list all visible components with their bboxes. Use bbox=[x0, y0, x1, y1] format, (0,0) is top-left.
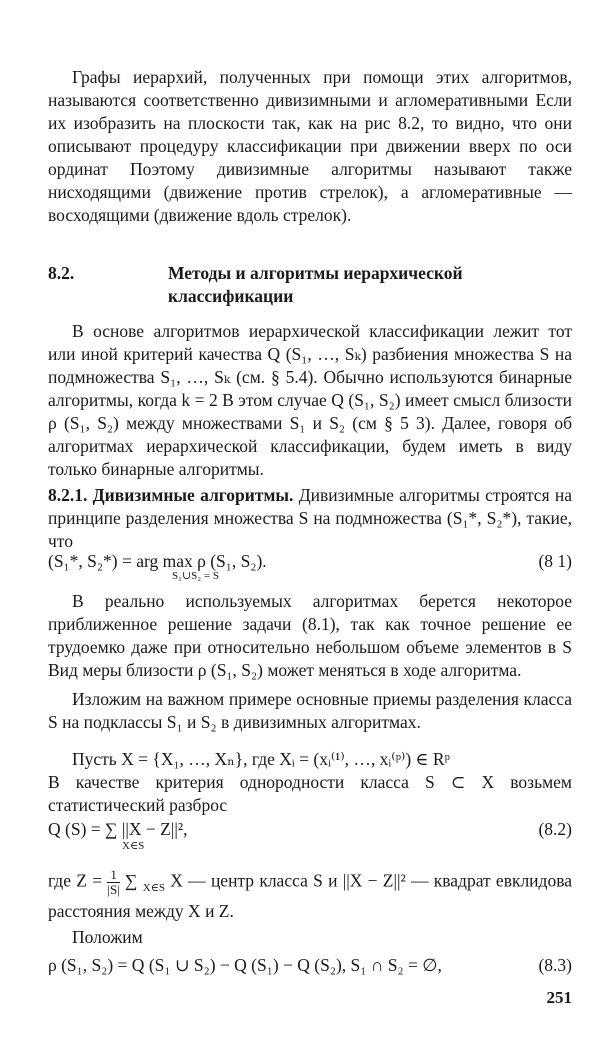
center-sum-subscript: X∈S bbox=[142, 882, 166, 895]
paragraph-divisive-text: Дивизимные алгоритмы строятся на принципе разделения множества S на подмножества (S₁*, S₂*), такие, что bbox=[48, 485, 572, 551]
paragraph-let-line: Пусть X = {X₁, …, Xₙ}, где Xᵢ = (xᵢ⁽¹⁾, …, xᵢ⁽ᵖ⁾) ∈ Rᵖ bbox=[72, 749, 450, 769]
equation-8-1-subscript: S₁∪S₂ = S bbox=[172, 570, 219, 582]
paragraph-center bbox=[48, 868, 572, 923]
center-pre: где Z = bbox=[48, 870, 103, 891]
equation-8-2 bbox=[48, 818, 572, 858]
fraction-denominator: |S| bbox=[107, 882, 120, 897]
equation-8-3-body: ρ (S₁, S₂) = Q (S₁ ∪ S₂) − Q (S₁) − Q (S₂), S₁ ∩ S₂ = ∅, bbox=[48, 955, 442, 975]
intro-paragraph: Графы иерархий, полученных при помощи этих алгоритмов, называются соответственно дивизимными и агломеративными Если их изобразить на плоскости так, как на рис 8.2, то видно, что они описывают процедуру классификации при движении вверх по оси ординат Поэтому дивизимные алгоритмы называют также нисходящими (движение против стрелок), а агломеративные — восходящими (движение вдоль стрелок). bbox=[48, 67, 572, 225]
subsection-heading: 8.2.1. Дивизимные алгоритмы. bbox=[48, 485, 294, 505]
equation-8-3-number: (8.3) bbox=[538, 955, 572, 975]
paragraph-put: Положим bbox=[72, 927, 143, 947]
paragraph-criteria: В основе алгоритмов иерархической классификации лежит тот или иной критерий качества Q (S₁, …, Sₖ) разбиения множества S на подмножества S₁, …, Sₖ (см. § 5.4). Обычно используются бинарные алгоритмы, когда k = 2 В этом случае Q (S₁, S₂) имеет смысл близости ρ (S₁, S₂) между множествами S₁ и S₂ (см § 5 3). Далее, говоря об алгоритмах иерархической классификации, будем иметь в виду только бинарные алгоритмы. bbox=[48, 321, 572, 479]
equation-8-1-number: (8 1) bbox=[538, 551, 572, 571]
equation-8-2-body: Q (S) = ∑ ||X − Z||², bbox=[48, 819, 188, 839]
equation-8-1-body: (S₁*, S₂*) = arg max ρ (S₁, S₂). bbox=[48, 551, 267, 571]
center-fraction bbox=[107, 868, 119, 897]
page-number: 251 bbox=[546, 988, 572, 1007]
equation-8-2-subscript: X∈S bbox=[122, 840, 145, 852]
paragraph-approx: В реально используемых алгоритмах берется некоторое приближенное решение задачи (8.1), так как точное решение ее трудоемко даже при относительно небольшом объеме элементов в S Вид меры близости ρ (S₁, S₂) может меняться в ходе алгоритма. bbox=[48, 591, 572, 680]
fraction-numerator: 1 bbox=[107, 868, 119, 883]
equation-8-3 bbox=[48, 954, 572, 978]
paragraph-example: Изложим на важном примере основные приемы разделения класса S на подклассы S₁ и S₂ в дивизимных алгоритмах. bbox=[48, 689, 572, 732]
paragraph-homogeneity: В качестве критерия однородности класса S ⊂ X возьмем статистический разброс bbox=[48, 772, 572, 815]
equation-8-2-number: (8.2) bbox=[538, 819, 572, 839]
center-sum: ∑ bbox=[125, 870, 138, 891]
equation-8-1 bbox=[48, 550, 572, 590]
center-post: X — центр класса S и ||X − Z||² — квадрат евклидова расстояния между X и Z. bbox=[48, 870, 573, 922]
section-number: 8.2. bbox=[48, 263, 75, 283]
section-title: Методы и алгоритмы иерархической классификации bbox=[168, 263, 463, 306]
paragraph-divisive bbox=[48, 484, 572, 553]
